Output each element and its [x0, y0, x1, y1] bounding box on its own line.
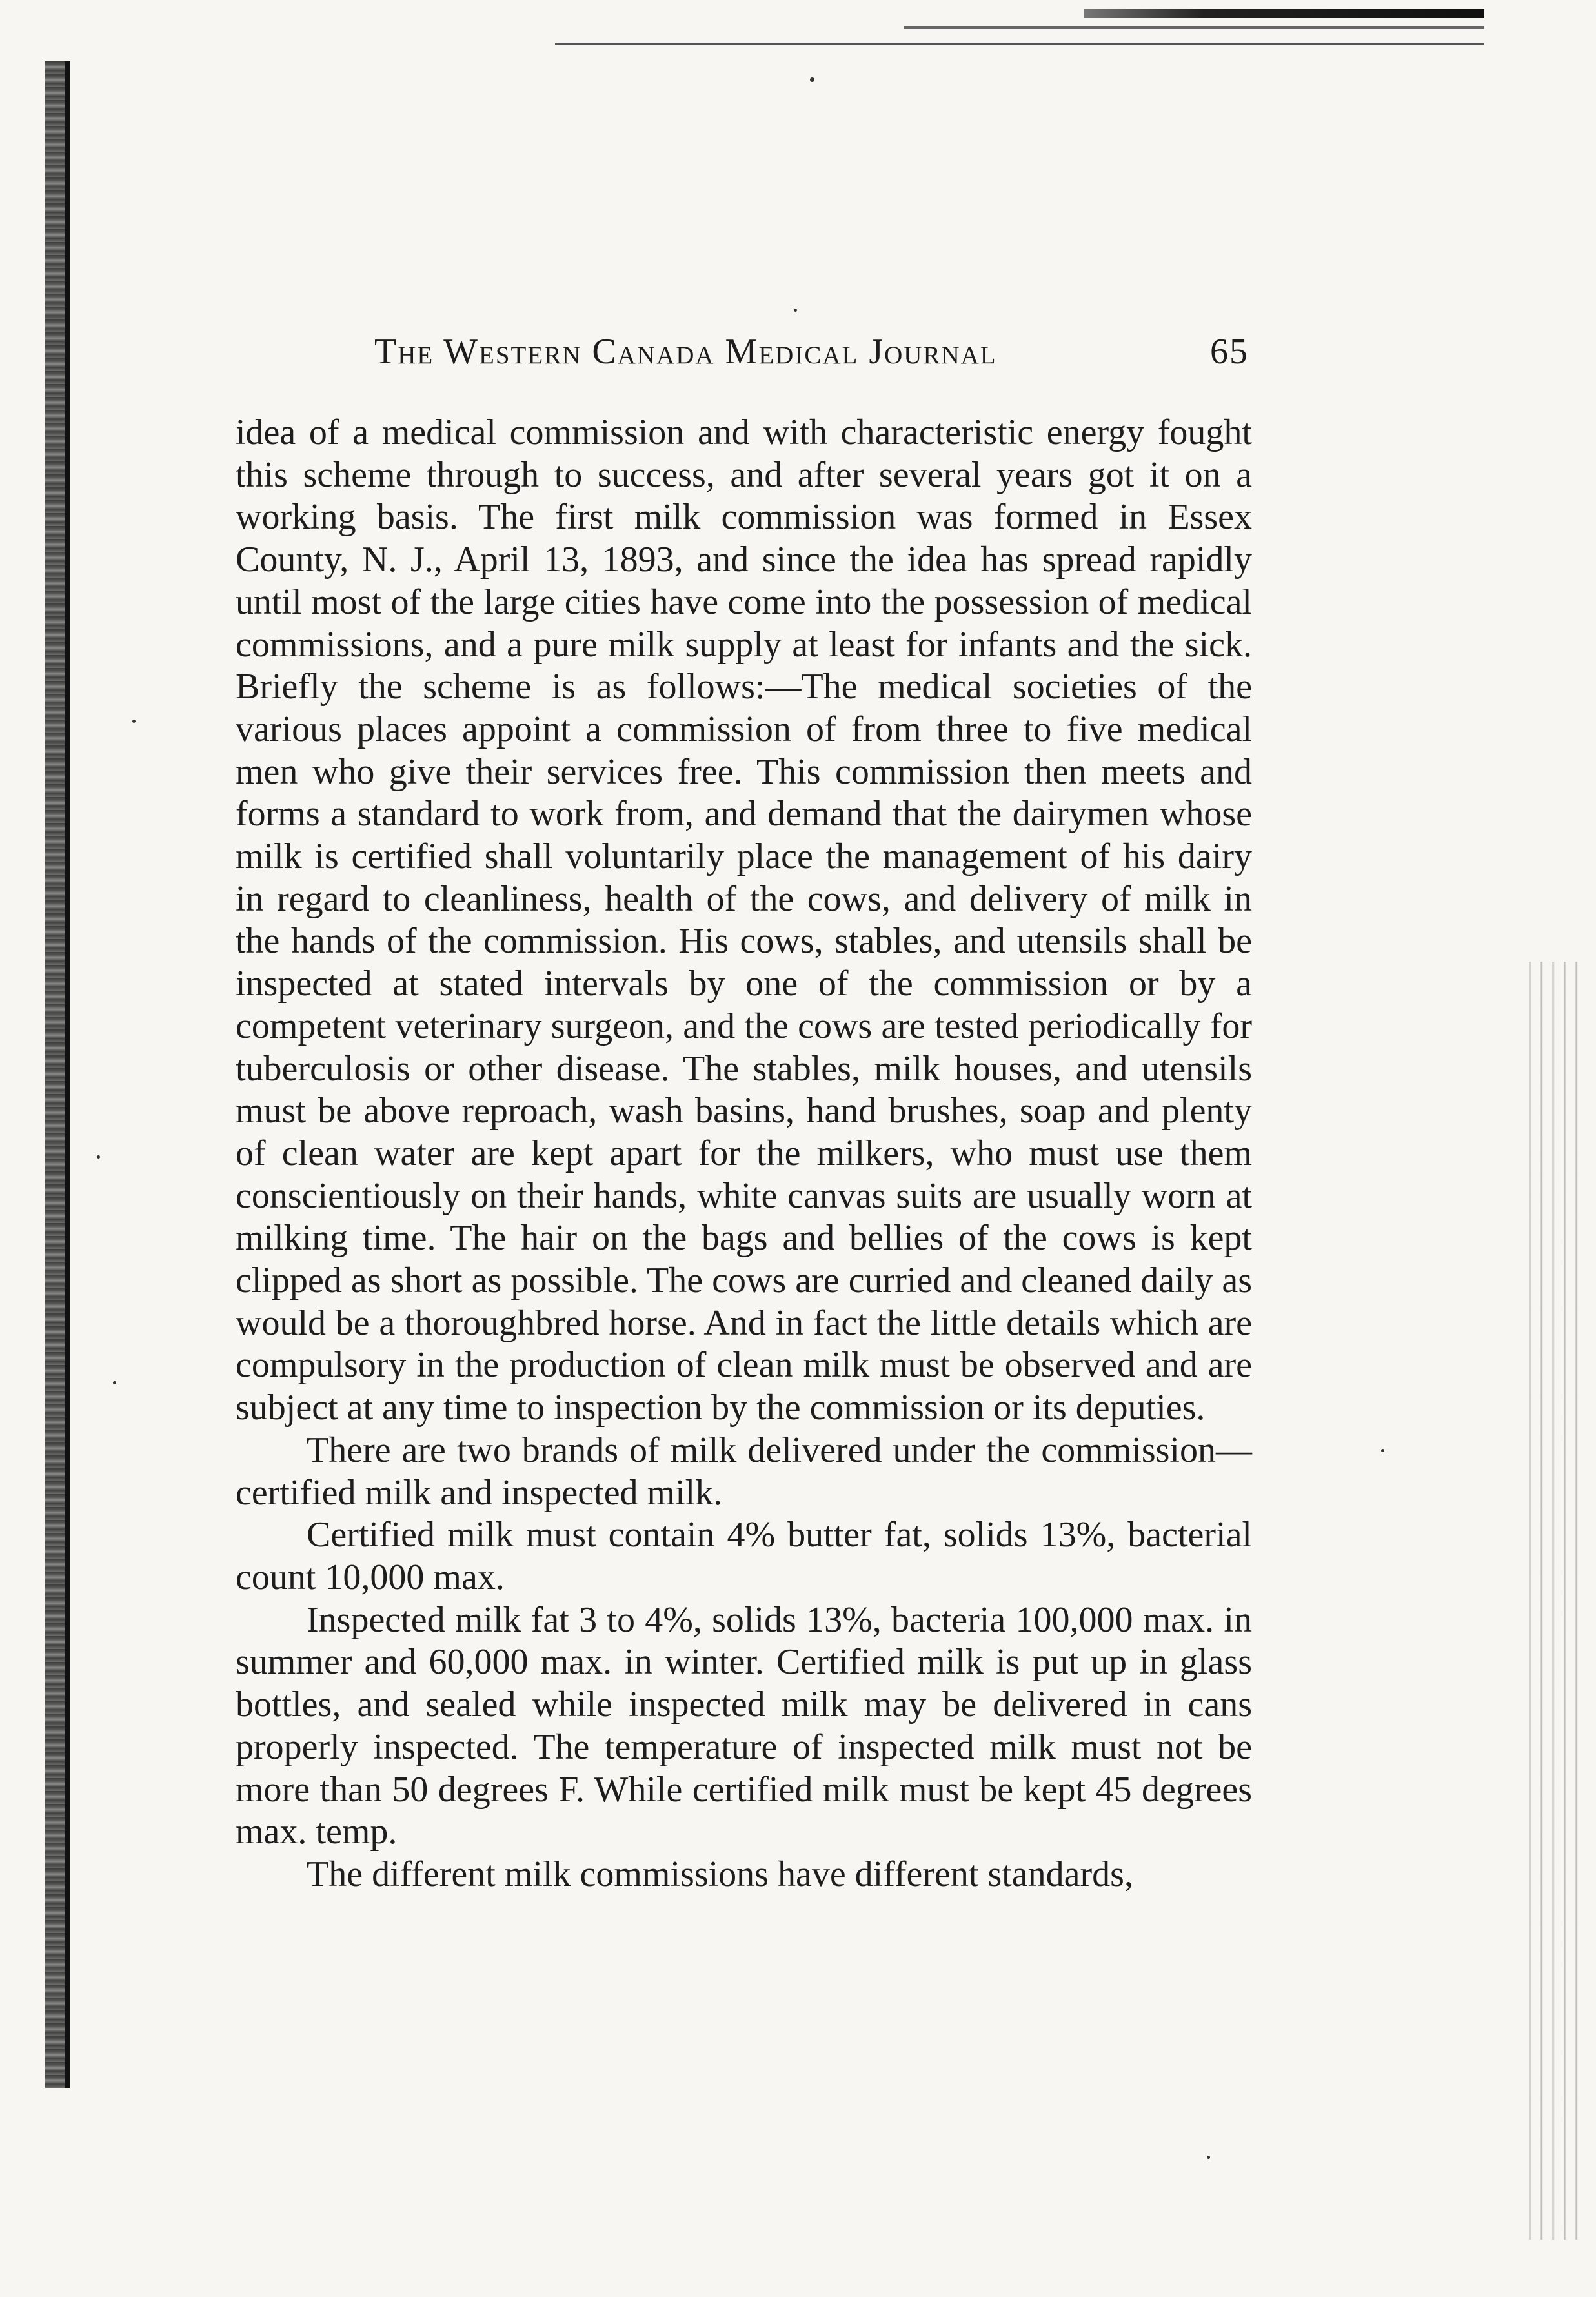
ink-speck	[810, 77, 814, 82]
ink-speck	[97, 1155, 100, 1159]
paragraph: idea of a medical commission and with characteristic energy fought this scheme through to success, and after several years got it on a working basis. The first milk commission was formed in Essex County, N. J., April 13, 1893, and since the idea has spread rapidly until most of the large cities have come into the possession of medical commissions, and a pure milk supply at least for infants and the sick. Briefly the scheme is as follows:—The medical societies of the various places appoint a commission of from three to five medical men who give their services free. This commission then meets and forms a standard to work from, and demand that the dairymen whose milk is certified shall voluntarily place the management of his dairy in regard to cleanliness, health of the cows, and delivery of milk in the hands of the commission. His cows, stables, and utensils shall be inspected at stated intervals by one of the commission or by a competent veterinary surgeon, and the cows are tested periodically for tuberculosis or other disease. The stables, milk houses, and utensils must be above reproach, wash basins, hand brushes, soap and plenty of clean water are kept apart for the milkers, who must use them conscientiously on their hands, white canvas suits are usually worn at milking time. The hair on the bags and bellies of the cows is kept clipped as short as possible. The cows are curried and cleaned daily as would be a thoroughbred horse. And in fact the little details which are compulsory in the production of clean milk must be observed and are subject at any time to inspection by the commission or its deputies.	[236, 412, 1252, 1428]
ink-speck	[1207, 2156, 1210, 2159]
journal-title: The Western Canada Medical Journal	[374, 332, 997, 372]
paragraph: The different milk commissions have different standards,	[307, 1854, 1133, 1894]
top-printed-rule	[904, 26, 1484, 29]
article-body	[236, 412, 1252, 1896]
running-head	[361, 326, 1255, 384]
top-printed-rule	[555, 43, 1484, 45]
ink-speck	[1381, 1449, 1384, 1452]
top-printed-rule	[1084, 9, 1484, 18]
paragraph: There are two brands of milk delivered under the commission—certified milk and inspected milk.	[236, 1430, 1252, 1513]
right-margin-scan-noise	[1520, 962, 1584, 2240]
ink-speck	[794, 309, 797, 312]
paragraph: Inspected milk fat 3 to 4%, solids 13%, bacteria 100,000 max. in summer and 60,000 max. in winter. Certified milk is put up in glass bottles, and sealed while inspected milk may be delivered in cans properly inspected. The temperature of inspected milk must not be more than 50 degrees F. While certified milk must be kept 45 degrees max. temp.	[236, 1599, 1252, 1852]
paragraph: Certified milk must contain 4% butter fat, solids 13%, bacterial count 10,000 max.	[236, 1515, 1252, 1597]
ink-speck	[113, 1381, 116, 1384]
ink-speck	[132, 720, 136, 723]
binding-edge-line	[65, 61, 70, 2088]
page-number: 65	[1210, 332, 1249, 372]
